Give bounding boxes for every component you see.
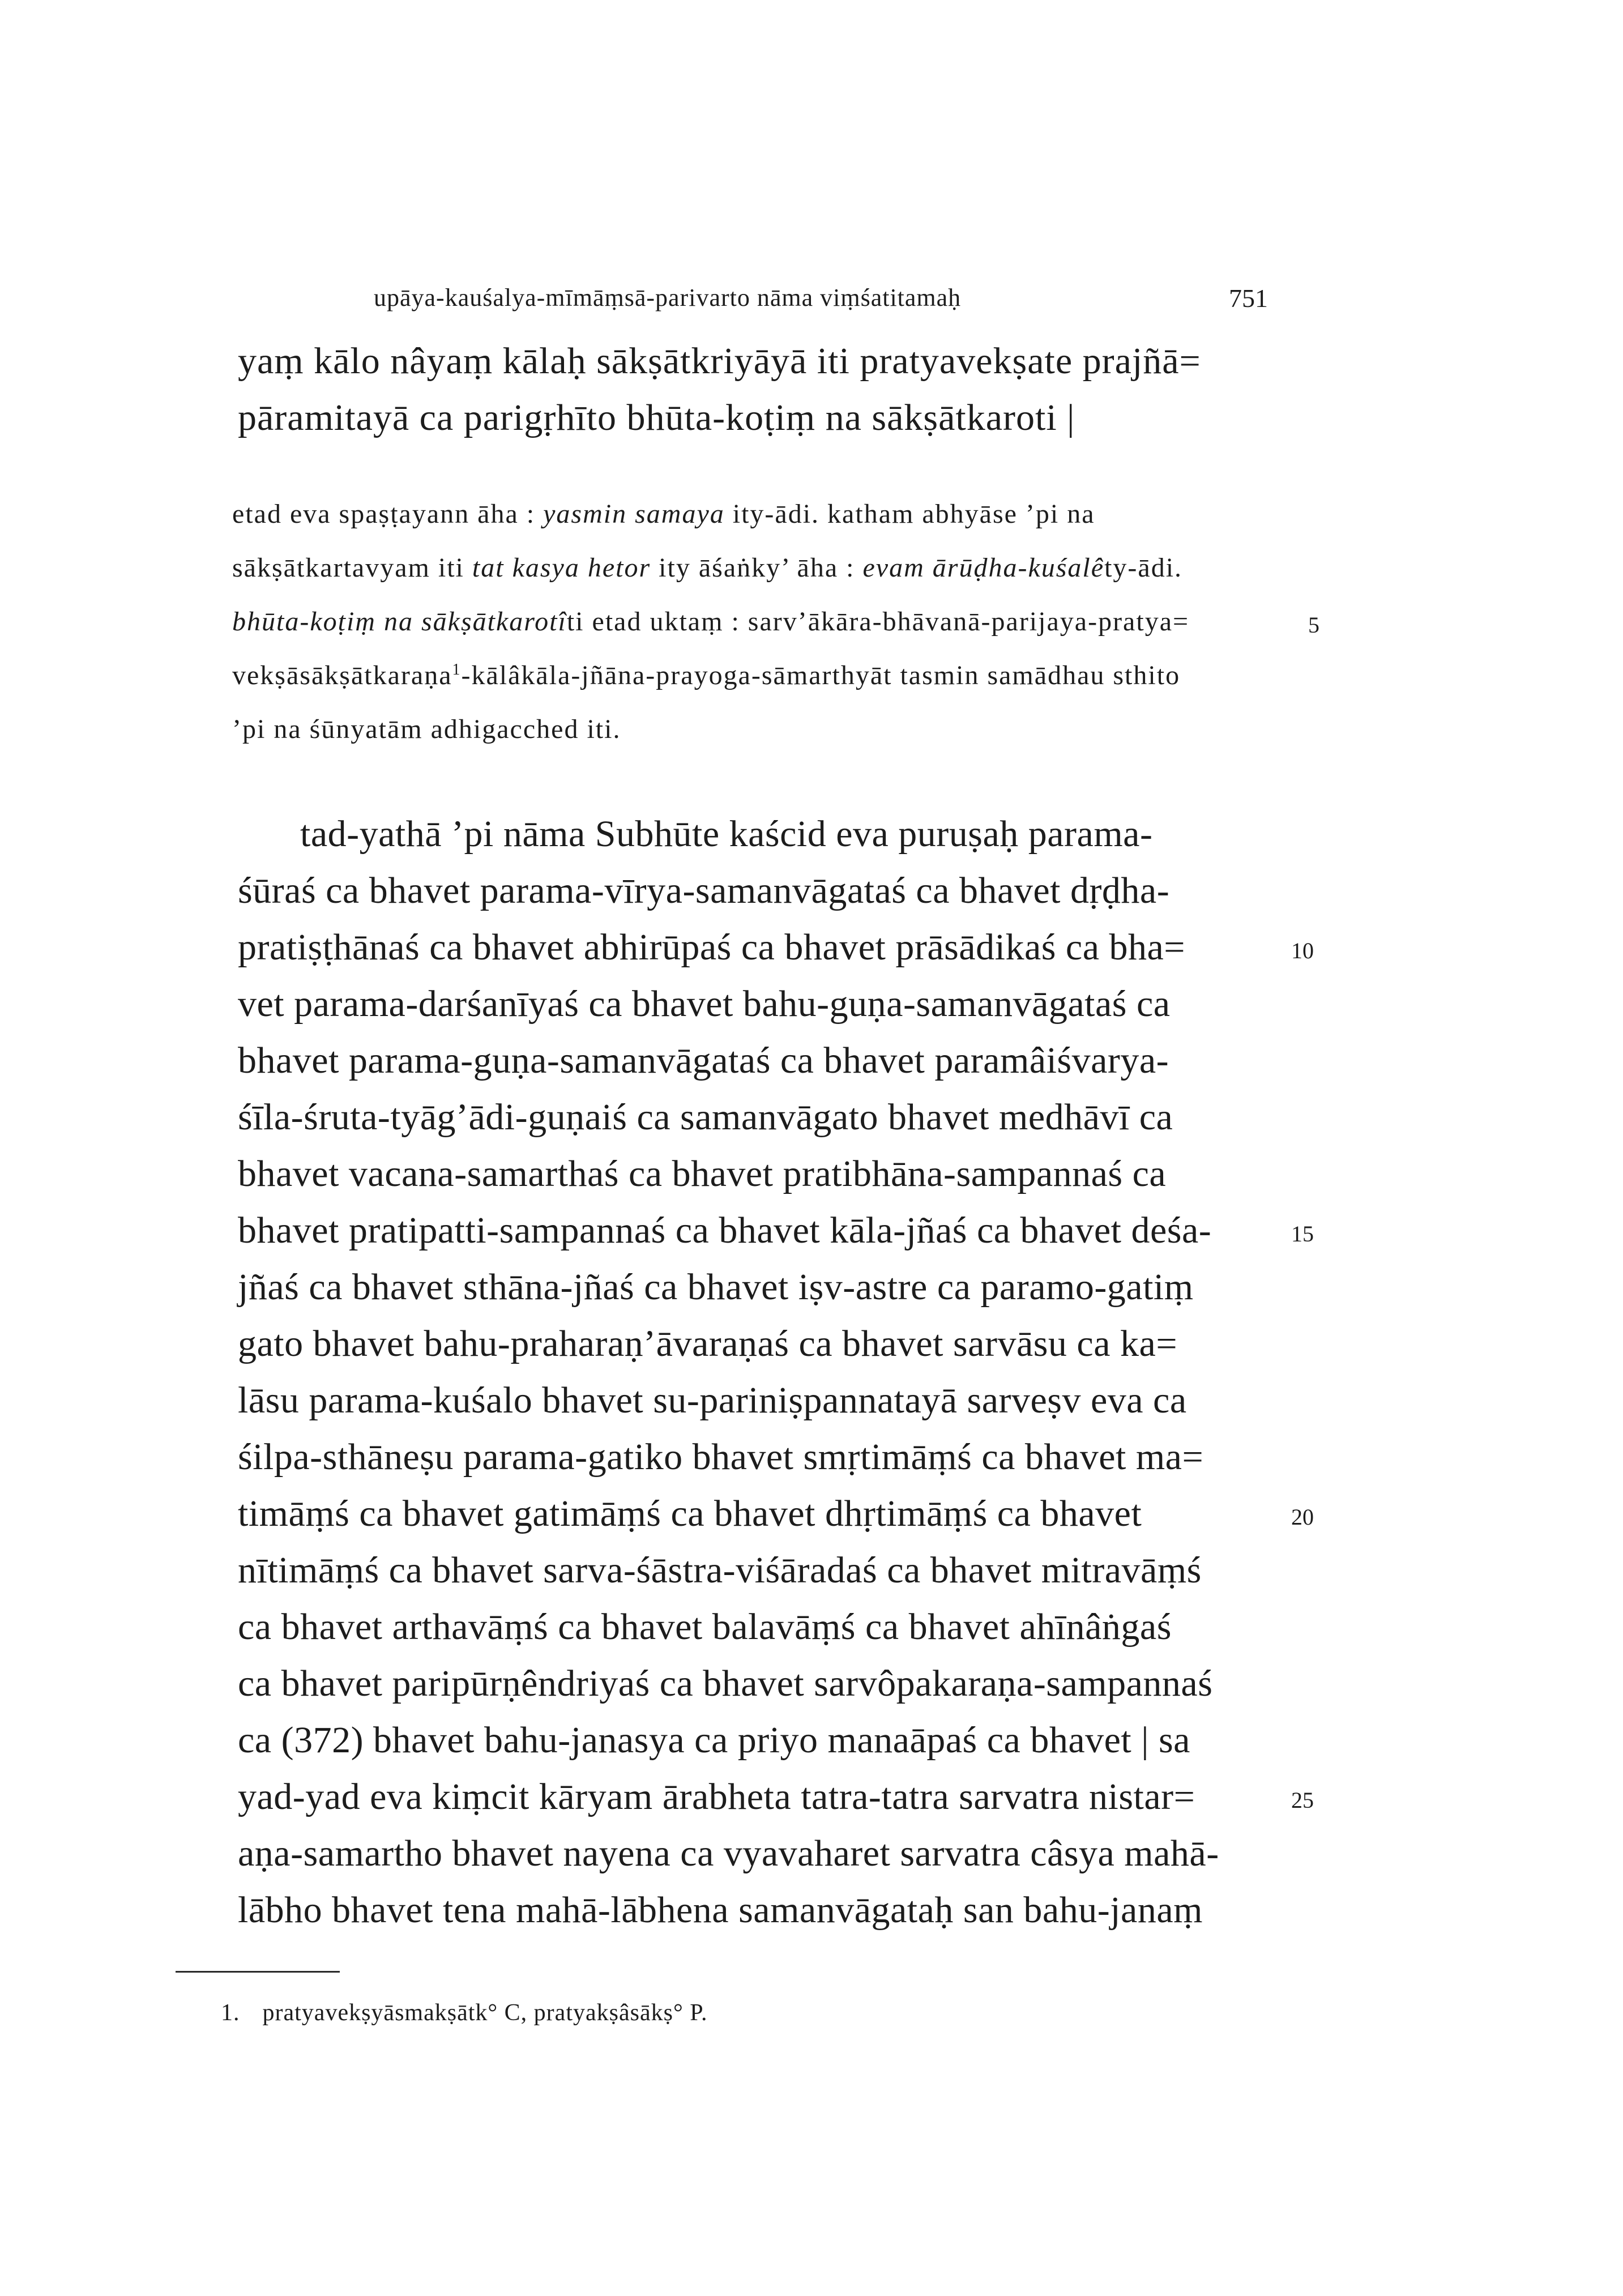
main-line: śūraś ca bhavet parama-vīrya-samanvāgataś ca bhavet dṛḍha-	[238, 870, 1170, 911]
main-line: śīla-śruta-tyāg’ādi-guṇaiś ca samanvāgato bhavet medhāvī ca	[238, 1096, 1173, 1138]
commentary-line: ’pi na śūnyatām adhigacched iti.	[232, 714, 621, 744]
footnote-marker: 1	[452, 661, 462, 678]
footnote	[221, 1999, 707, 2026]
main-line: jñaś ca bhavet sthāna-jñaś ca bhavet iṣv-astre ca paramo-gatiṃ	[238, 1266, 1194, 1308]
main-line: pratiṣṭhānaś ca bhavet abhirūpaś ca bhavet prāsādikaś ca bha=	[238, 927, 1186, 968]
line-number: 5	[1308, 612, 1319, 638]
main-line: yad-yad eva kiṃcit kāryam ārabheta tatra-tatra sarvatra nistar=	[238, 1776, 1195, 1817]
text-line: pāramitayā ca parigṛhīto bhūta-koṭiṃ na sākṣātkaroti |	[238, 397, 1075, 438]
footnote-number: 1.	[221, 2000, 240, 2026]
main-line: śilpa-sthāneṣu parama-gatiko bhavet smṛtimāṃś ca bhavet ma=	[238, 1436, 1204, 1478]
main-line: gato bhavet bahu-praharaṇ’āvaraṇaś ca bhavet sarvāsu ca ka=	[238, 1323, 1178, 1364]
main-line: bhavet parama-guṇa-samanvāgataś ca bhavet paramâiśvarya-	[238, 1040, 1169, 1081]
main-line: bhavet pratipatti-sampannaś ca bhavet kāla-jñaś ca bhavet deśa-	[238, 1210, 1212, 1251]
commentary-line: vekṣāsākṣātkaraṇa$^1$-kālâkāla-jñāna-prayoga-sāmarthyāt tasmin samādhau sthito	[232, 660, 1181, 690]
commentary-line: bhūta-koṭiṃ na sākṣātkarotîti etad uktaṃ : sarv’ākāra-bhāvanā-parijaya-pratya=	[232, 607, 1190, 637]
running-title: upāya-kauśalya-mīmāṃsā-parivarto nāma viṃśatitamaḥ	[374, 284, 962, 311]
footnote-rule	[176, 1971, 340, 1973]
main-line: lābho bhavet tena mahā-lābhena samanvāgataḥ san bahu-janaṃ	[238, 1889, 1203, 1931]
main-line: bhavet vacana-samarthaś ca bhavet pratibhāna-sampannaś ca	[238, 1153, 1167, 1194]
main-line: ca bhavet paripūrṇêndriyaś ca bhavet sarvôpakaraṇa-sampannaś	[238, 1663, 1213, 1704]
main-line: timāṃś ca bhavet gatimāṃś ca bhavet dhṛtimāṃś ca bhavet	[238, 1493, 1142, 1534]
line-number: 20	[1291, 1504, 1314, 1530]
main-line: aṇa-samartho bhavet nayena ca vyavaharet sarvatra câsya mahā-	[238, 1833, 1219, 1874]
page-number: 751	[1229, 284, 1268, 313]
text-line: yaṃ kālo nâyaṃ kālaḥ sākṣātkriyāyā iti pratyavekṣate prajñā=	[238, 340, 1201, 382]
line-number: 25	[1291, 1787, 1314, 1813]
line-number: 10	[1291, 938, 1314, 963]
main-line: ca (372) bhavet bahu-janasya ca priyo manaāpaś ca bhavet | sa	[238, 1719, 1190, 1761]
footnote-text: pratyavekṣyāsmakṣātk° C, pratyakṣâsākṣ° P.	[262, 2000, 708, 2026]
main-line: vet parama-darśanīyaś ca bhavet bahu-guṇa-samanvāgataś ca	[238, 983, 1171, 1025]
commentary-line: etad eva spaṣṭayann āha : yasmin samaya ity-ādi. katham abhyāse ’pi na	[232, 499, 1095, 529]
main-line: nītimāṃś ca bhavet sarva-śāstra-viśāradaś ca bhavet mitravāṃś	[238, 1550, 1202, 1591]
commentary-line: sākṣātkartavyam iti tat kasya hetor ity āśaṅky’ āha : evam ārūḍha-kuśalêty-ādi.	[232, 553, 1183, 583]
main-line: ca bhavet arthavāṃś ca bhavet balavāṃś ca bhavet ahīnâṅgaś	[238, 1606, 1172, 1648]
main-line: lāsu parama-kuśalo bhavet su-pariniṣpannatayā sarveṣv eva ca	[238, 1380, 1187, 1421]
main-line: tad-yathā ’pi nāma Subhūte kaścid eva puruṣaḥ parama-	[300, 813, 1153, 855]
line-number: 15	[1291, 1221, 1314, 1247]
